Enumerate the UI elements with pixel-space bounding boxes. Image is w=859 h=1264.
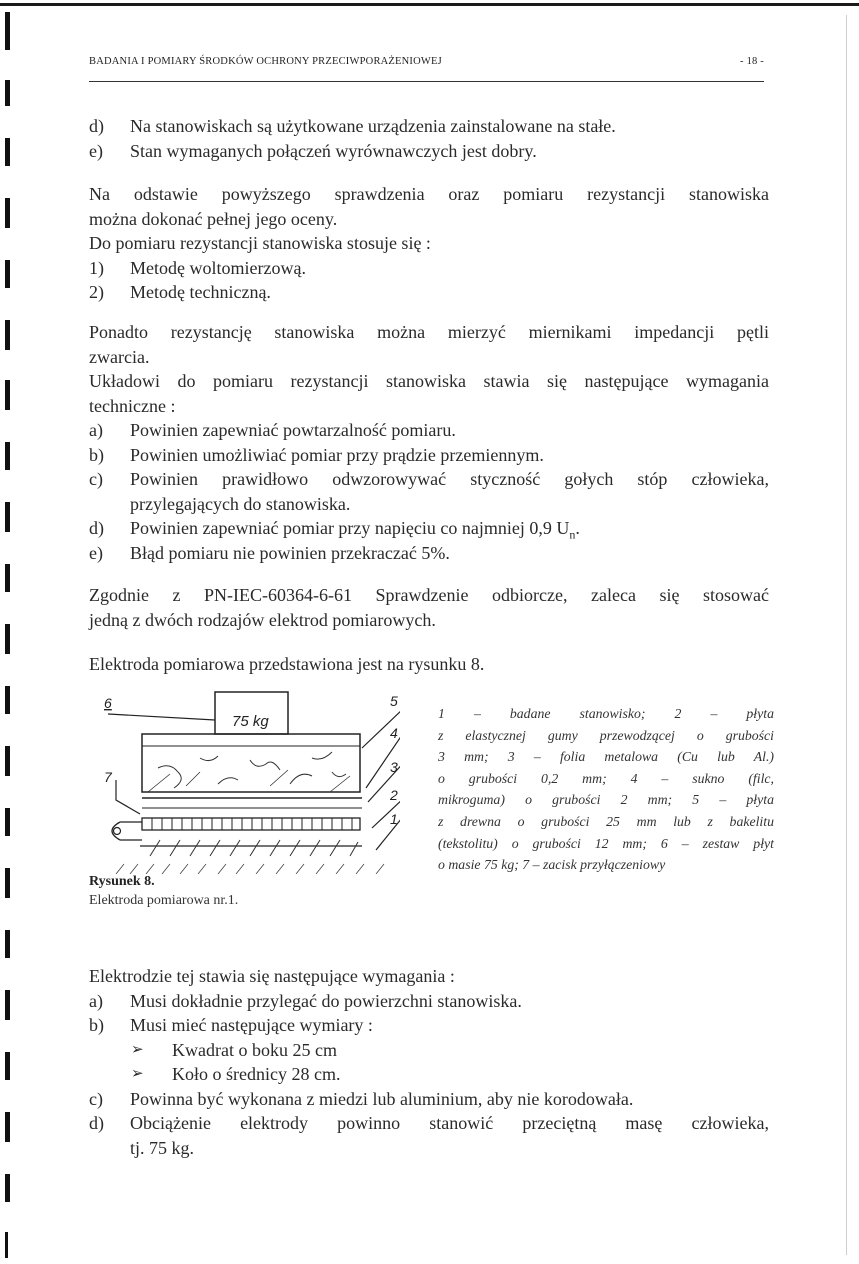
list-text: Powinien prawidłowo odwzorowywać styczność gołych stóp człowieka,: [130, 469, 769, 489]
list-text: Błąd pomiaru nie powinien przekraczać 5%.: [130, 542, 450, 563]
conditions-list: [89, 114, 769, 163]
station-hatching: [150, 840, 358, 856]
binder-mark: [5, 1174, 10, 1202]
requirements-section: [89, 320, 769, 565]
binder-mark: [5, 808, 10, 836]
list-text-part: Powinien zapewniać pomiar przy napięciu co najmniej 0,9 U: [130, 518, 570, 538]
list-item: [89, 989, 769, 1014]
figure-reference: Elektroda pomiarowa przedstawiona jest na rysunku 8.: [89, 654, 485, 674]
list-item: [89, 467, 769, 492]
list-marker: d): [89, 116, 104, 136]
list-marker: b): [89, 444, 104, 465]
label-6: 6: [104, 695, 112, 711]
legend-line: o masie 75 kg; 7 – zacisk przyłączeniowy: [438, 857, 666, 873]
list-text: Powinna być wykonana z miedzi lub aluminium, aby nie korodowała.: [130, 1088, 634, 1109]
top-border: [0, 3, 859, 6]
label-7: 7: [104, 769, 112, 785]
list-text: Metodę woltomierzową.: [130, 257, 306, 278]
wood-grain: [148, 770, 350, 792]
list-text: Metodę techniczną.: [130, 282, 271, 302]
list-text: Obciążenie elektrody powinno stanowić przeciętną masę człowieka,: [130, 1113, 769, 1133]
paragraph-line: można dokonać pełnej jego oceny.: [89, 208, 338, 229]
legend-line: z drewna o grubości 25 mm lub z bakelitu: [438, 813, 774, 829]
standard-paragraph: [89, 583, 769, 632]
legend-line: mikroguma) o grubości 2 mm; 5 – płyta: [438, 792, 774, 808]
figure-label: Rysunek 8.: [89, 874, 155, 889]
list-marker: d): [89, 1113, 104, 1133]
label-2: 2: [390, 787, 398, 803]
list-marker: 2): [89, 282, 104, 302]
binder-mark: [5, 1232, 8, 1258]
binder-mark: [5, 746, 10, 776]
sub-list-item: [89, 1062, 769, 1087]
binder-mark: [5, 138, 10, 166]
paragraph-line: Ponadto rezystancję stanowiska można mierzyć miernikami impedancji pętli: [89, 322, 769, 342]
subscript: n: [569, 527, 576, 542]
binder-mark: [5, 260, 10, 288]
binder-mark: [5, 564, 10, 592]
label-5: 5: [390, 693, 398, 709]
list-text: Stan wymaganych połączeń wyrównawczych jest dobry.: [130, 140, 537, 161]
list-marker: e): [89, 140, 103, 161]
list-marker: d): [89, 518, 104, 538]
running-header: [89, 56, 764, 72]
binder-mark: [5, 930, 10, 958]
list-item: [89, 280, 769, 305]
list-text: Musi mieć następujące wymiary :: [130, 1015, 373, 1035]
wood-grain: [158, 752, 346, 788]
label-1: 1: [390, 811, 398, 827]
binder-mark: [5, 380, 10, 410]
page-number: - 18 -: [740, 56, 764, 67]
list-marker: e): [89, 542, 103, 563]
legend-line: 3 mm; 3 – folia metalowa (Cu lub Al.): [438, 749, 774, 765]
binder-mark: [5, 12, 10, 50]
list-marker: a): [89, 990, 103, 1011]
list-marker: c): [89, 469, 103, 489]
list-text-part: .: [575, 518, 580, 538]
sub-list-text: Koło o średnicy 28 cm.: [172, 1064, 341, 1084]
rubber-plate-ticks: [152, 818, 352, 830]
electrode-diagram: [100, 688, 400, 874]
list-text: Na stanowiskach są użytkowane urządzenia zainstalowane na stałe.: [130, 116, 616, 136]
list-marker: a): [89, 420, 103, 440]
paragraph-line: Do pomiaru rezystancji stanowiska stosuje się :: [89, 233, 431, 253]
sub-list-item: [89, 1038, 769, 1063]
binder-mark: [5, 1052, 10, 1080]
list-item: [89, 1013, 769, 1038]
list-item: [89, 1087, 769, 1112]
rubber-plate: [142, 818, 360, 830]
binder-mark: [5, 686, 10, 714]
paragraph-line: Na odstawie powyższego sprawdzenia oraz pomiaru rezystancji stanowiska: [89, 184, 769, 204]
paragraph-line: Układowi do pomiaru rezystancji stanowiska stawia się następujące wymagania: [89, 371, 769, 391]
figure-description: Elektroda pomiarowa nr.1.: [89, 893, 239, 908]
list-item: [89, 1111, 769, 1136]
weight-label: 75 kg: [232, 713, 269, 730]
paragraph-line: jedną z dwóch rodzajów elektrod pomiarowych.: [89, 609, 436, 630]
list-item: [89, 256, 769, 281]
electrode-requirements: [89, 964, 769, 1160]
figure-legend: [438, 703, 774, 876]
header-title: BADANIA I POMIARY ŚRODKÓW OCHRONY PRZECIWPORAŻENIOWEJ: [89, 56, 442, 67]
sub-list-text: Kwadrat o boku 25 cm: [172, 1039, 337, 1060]
list-text-continued: tj. 75 kg.: [130, 1137, 195, 1158]
arrow-bullet-icon: ➢: [131, 1066, 144, 1082]
paragraph-line: Zgodnie z PN-IEC-60364-6-61 Sprawdzenie odbiorcze, zaleca się stosować: [89, 585, 769, 605]
terminal-clamp: [112, 822, 142, 840]
list-item: [89, 114, 769, 139]
terminal-screw: [114, 828, 121, 835]
legend-line: 1 – badane stanowisko; 2 – płyta: [438, 706, 774, 721]
right-page-edge: [846, 15, 847, 1255]
binder-mark: [5, 502, 10, 532]
list-text-continued: przylegających do stanowiska.: [130, 493, 351, 514]
binder-mark: [5, 868, 10, 898]
paragraph-line: techniczne :: [89, 395, 176, 416]
binder-mark: [5, 320, 10, 350]
legend-line: (tekstolitu) o grubości 12 mm; 6 – zestaw płyt: [438, 835, 774, 851]
paragraph-line: Elektrodzie tej stawia się następujące wymagania :: [89, 966, 455, 986]
list-marker: 1): [89, 257, 104, 278]
list-marker: b): [89, 1015, 104, 1035]
list-item: [89, 418, 769, 443]
wooden-plate: [142, 734, 360, 792]
binder-mark: [5, 1112, 10, 1142]
binder-mark: [5, 198, 10, 228]
list-item: [89, 516, 769, 541]
ground-hatching: [116, 864, 384, 874]
list-item: [89, 443, 769, 468]
legend-line: z elastycznej gumy przewodzącej o grubości: [438, 727, 774, 743]
legend-line: o grubości 0,2 mm; 4 – sukno (filc,: [438, 770, 774, 786]
binder-mark: [5, 990, 10, 1020]
list-text: Powinien umożliwiać pomiar przy prądzie przemiennym.: [130, 444, 544, 465]
leader-line-7: [116, 780, 140, 814]
binder-mark: [5, 80, 10, 106]
binder-mark: [5, 442, 10, 470]
evaluation-paragraph: [89, 182, 769, 305]
list-item: [89, 541, 769, 566]
list-marker: c): [89, 1088, 103, 1109]
list-text: Musi dokładnie przylegać do powierzchni stanowiska.: [130, 990, 522, 1011]
header-rule: [89, 81, 764, 82]
binder-mark: [5, 624, 10, 654]
paragraph-line: zwarcia.: [89, 346, 150, 367]
list-item: [89, 139, 769, 164]
label-4: 4: [390, 725, 398, 741]
label-3: 3: [390, 759, 398, 775]
list-text: Powinien zapewniać powtarzalność pomiaru.: [130, 420, 456, 440]
leader-line-6: [108, 714, 215, 720]
arrow-bullet-icon: ➢: [131, 1041, 144, 1058]
